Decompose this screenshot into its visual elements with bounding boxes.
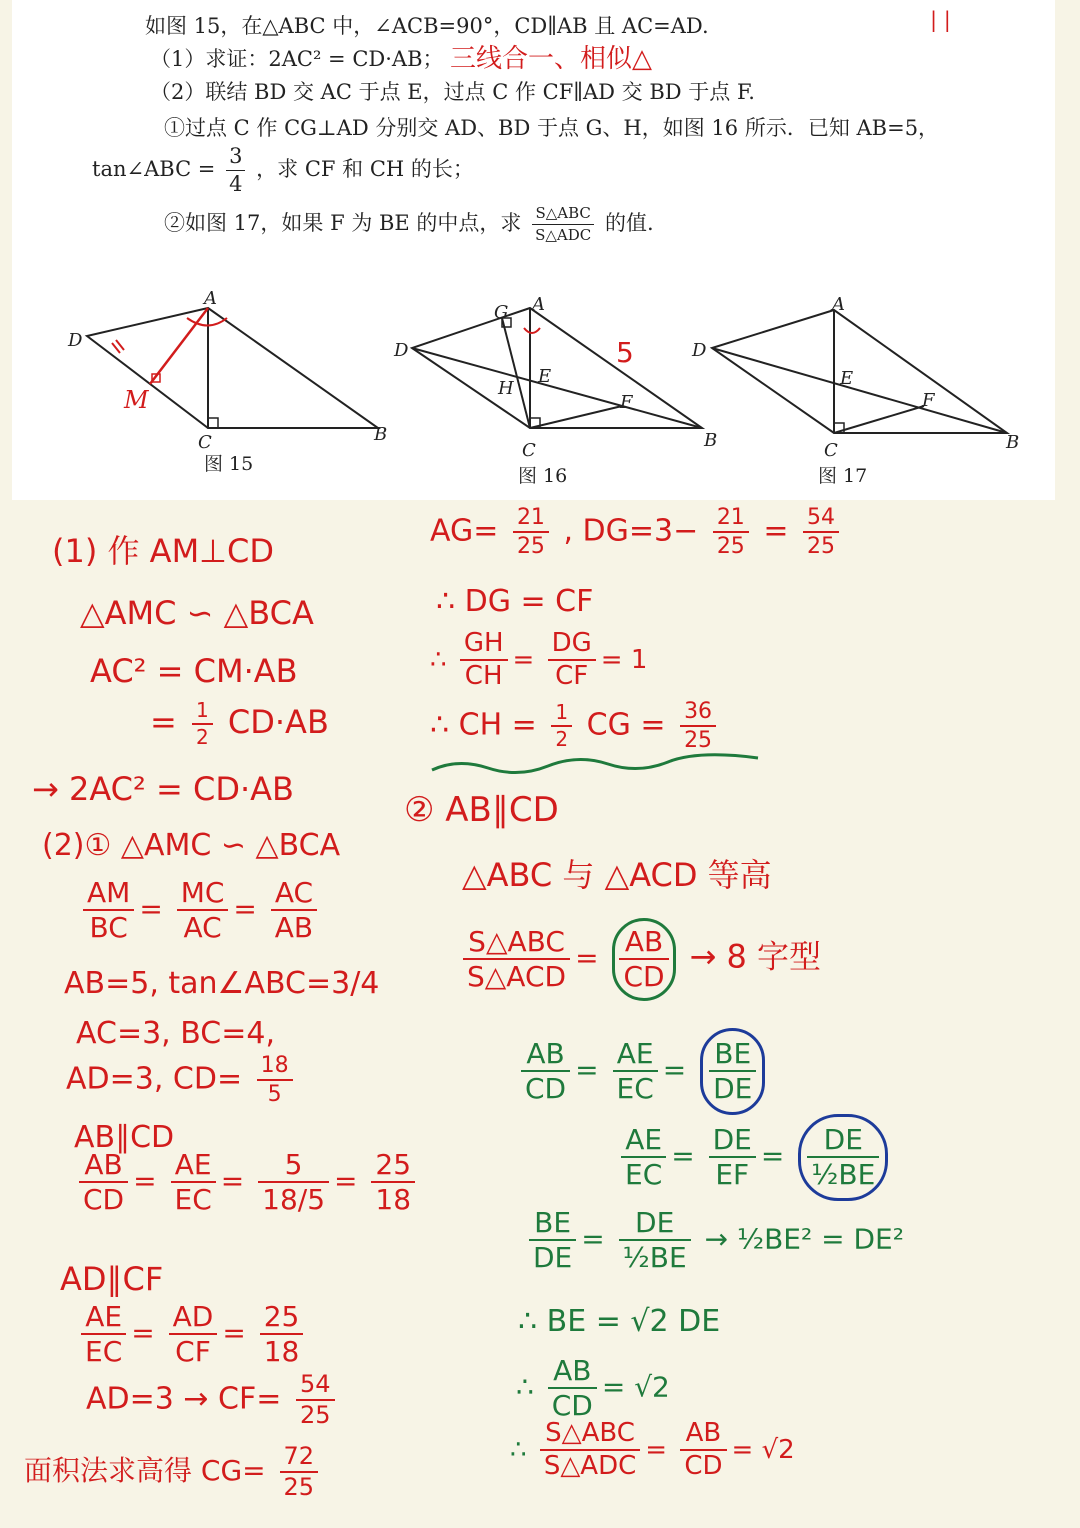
s-abc: S△ABC (463, 927, 570, 960)
g2-de-halfbe (798, 1114, 888, 1201)
five: 5 (258, 1150, 329, 1183)
ch-d: 25 (684, 728, 713, 754)
g6-ab: AB (680, 1420, 726, 1451)
cg-den: 25 (283, 1473, 315, 1502)
twentyfive-eighteenths (371, 1150, 415, 1215)
sol-right-1 (430, 506, 844, 558)
g5-ab: AB (548, 1356, 597, 1389)
tf2-n: 25 (260, 1302, 304, 1335)
g1-cd: CD (525, 1072, 567, 1106)
green-3: $\frac{BE}{DE}$ = $\frac{DE}{\text{½BE}}$ → ½BE² = DE² (524, 1208, 904, 1273)
tan-numerator: 3 (226, 146, 245, 171)
g2-de2: DE (807, 1125, 879, 1158)
ac: AC (183, 911, 222, 945)
sol-left-2: △AMC ∽ △BCA (80, 594, 314, 632)
g6-cd: CD (684, 1451, 723, 1482)
ae2: AE (81, 1302, 126, 1335)
ab2: AB (619, 927, 668, 960)
g3-de2: DE (619, 1208, 691, 1241)
cd-num: 18 (257, 1054, 293, 1081)
g6-sadc: S△ADC (543, 1451, 637, 1482)
ag-frac (513, 506, 549, 558)
ab-cd (79, 1150, 128, 1215)
g2-ec: EC (625, 1158, 663, 1192)
g1-ae: AE (613, 1039, 658, 1072)
sol-right-5: ② AB∥CD (404, 790, 559, 830)
g6-sqrt2: √2 (761, 1434, 795, 1465)
fig17-label-C: C (824, 440, 838, 461)
fig16-note: 5 (616, 336, 634, 369)
cf-num: 54 (296, 1372, 335, 1401)
g2-ae-ec (621, 1125, 666, 1190)
cd-d: CD (83, 1183, 125, 1217)
tf2-d: 18 (263, 1335, 300, 1369)
fig17-label-E: E (840, 368, 854, 389)
five-over (258, 1150, 329, 1215)
green-underline (428, 750, 768, 780)
g1-ab-cd (521, 1039, 570, 1104)
dg-mid: , DG=3− (563, 513, 699, 549)
ag-n: 21 (513, 506, 549, 533)
g1-be: BE (709, 1039, 756, 1072)
green-4: ∴ BE = √2 DE (518, 1304, 721, 1339)
fig15-label-M: M (124, 386, 149, 414)
cg-num: 72 (280, 1444, 319, 1473)
green-1: $\frac{AB}{CD}$ = $\frac{AE}{EC}$ = $\frac{BE}{DE}$ (516, 1028, 770, 1115)
corner-mark: | | (930, 8, 951, 32)
ch: CH (464, 661, 503, 692)
ch-n: 36 (680, 700, 716, 727)
am: AM (83, 878, 134, 911)
area-ratio-fraction (532, 206, 594, 243)
cf2: CF (555, 661, 589, 692)
cg-fraction (280, 1444, 319, 1500)
cd-den: 5 (267, 1082, 282, 1108)
ch-prefix: ∴ CH = (430, 707, 537, 743)
s-acd: S△ACD (467, 960, 567, 994)
g1-ab: AB (521, 1039, 570, 1072)
problem-card (12, 0, 1055, 500)
sol-left-7: $\frac{AM}{BC}$ = $\frac{MC}{AC}$ = $\frac{AC}{AB}$ (78, 878, 322, 943)
g2-ae: AE (621, 1125, 666, 1158)
fig15-label-A: A (204, 288, 217, 309)
fig17-caption: 图 17 (818, 465, 868, 487)
sol-left-12: $\frac{AB}{CD}$ = $\frac{AE}{EC}$ = $\frac{5}{18/5}$ = $\frac{25}{18}$ (74, 1150, 420, 1215)
ae-n: AE (171, 1150, 216, 1183)
sol-left-15 (86, 1372, 340, 1428)
q2b-tail: 的值. (604, 211, 654, 235)
area-ratio-denominator: S△ADC (535, 226, 592, 244)
g3-tail: → ½BE² = DE² (704, 1222, 904, 1256)
dg2-n: 54 (803, 506, 839, 533)
question-2a-line1: ①过点 C 作 CG⊥AD 分别交 AD、BD 于点 G、H，如图 16 所示．已知 AB=5， (164, 116, 940, 140)
sol-left-5: → 2AC² = CD·AB (32, 770, 294, 808)
fig16-label-D: D (394, 340, 409, 361)
dg-frac1 (713, 506, 749, 558)
tf-n: 25 (371, 1150, 415, 1183)
ratio-mc-ac (177, 878, 229, 943)
g1-be-de (700, 1028, 765, 1115)
tan-fraction (226, 146, 245, 195)
g3-be: BE (529, 1208, 576, 1241)
fig15-label-B: B (374, 424, 388, 445)
fig16-label-F: F (620, 392, 633, 413)
cf: CF (175, 1335, 211, 1369)
question-2: （2）联结 BD 交 AC 于点 E，过点 C 作 CF∥AD 交 BD 于点 F. (150, 80, 755, 104)
ae-ec (171, 1150, 216, 1215)
fig15-label-D: D (68, 330, 83, 351)
dg-eq: = (763, 513, 789, 549)
figures (12, 288, 1055, 498)
g2-de: DE (709, 1125, 756, 1158)
sol-left-10-prefix: AD=3, CD= (66, 1061, 243, 1097)
sol-right-7: S△ABC S△ACD = $\frac{AB}{CD}$ → 8 字型 (458, 918, 821, 1001)
sol-left-16 (24, 1444, 323, 1500)
g1-ae-ec (613, 1039, 658, 1104)
ec-d: EC (174, 1183, 212, 1217)
dg1-n: 21 (713, 506, 749, 533)
g2-halfbe: ½BE (811, 1158, 876, 1192)
g1-ec: EC (616, 1072, 654, 1106)
fig16-label-A: A (532, 294, 545, 315)
area-ratio (463, 927, 570, 992)
half-den: 2 (195, 725, 209, 749)
gh: GH (460, 630, 508, 661)
sol-left-8: AB=5, tan∠ABC=3/4 (64, 966, 380, 1001)
ab-n: AB (79, 1150, 128, 1183)
sol-right-6: △ABC 与 △ACD 等高 (462, 856, 772, 894)
sol-left-4 (150, 700, 329, 748)
half-d: 2 (555, 727, 569, 752)
ad: AD (169, 1302, 218, 1335)
sol-left-11: AB∥CD (74, 1120, 175, 1155)
question-2b (164, 206, 654, 243)
ac2: AC (271, 878, 317, 911)
half-num: 1 (192, 700, 213, 725)
ad-cf (169, 1302, 218, 1367)
fig16-label-H: H (498, 378, 514, 399)
fig17-label-B: B (1006, 432, 1020, 453)
fig16-label-B: B (704, 430, 718, 451)
sol-left-6: (2)① △AMC ∽ △BCA (42, 828, 341, 863)
tan-tail: ，求 CF 和 CH 的长； (256, 157, 474, 181)
bc: BC (89, 911, 128, 945)
fig15-caption: 图 15 (204, 453, 254, 475)
ch-half (551, 702, 572, 750)
ratio-am-bc (83, 878, 134, 943)
figure-17 (712, 310, 1007, 433)
g1-de: DE (713, 1072, 753, 1106)
sol-left-14: $\frac{AE}{EC}$ = $\frac{AD}{CF}$ = $\frac{25}{18}$ (76, 1302, 308, 1367)
cf-prefix: AD=3 → CF= (86, 1381, 282, 1417)
sol-left-9: AC=3, BC=4, (76, 1016, 275, 1051)
g3-de-halfbe (619, 1208, 691, 1273)
g3-be-de (529, 1208, 576, 1273)
sol-right-2: ∴ DG = CF (436, 584, 594, 619)
one: 1 (630, 644, 648, 675)
area-ratio-numerator: S△ABC (532, 206, 594, 225)
ab-cd-circled (612, 918, 675, 1001)
question-1: （1）求证：2AC² = CD·AB； (150, 47, 444, 71)
g6-sabc: S△ABC (540, 1420, 640, 1451)
fig17-label-D: D (692, 340, 707, 361)
g5-ab-cd (548, 1356, 597, 1421)
g3-de: DE (533, 1241, 573, 1275)
eighteen-fifths: 18/5 (262, 1183, 326, 1217)
dg-cf (548, 630, 596, 691)
dg: DG (548, 630, 596, 661)
tf-2 (260, 1302, 304, 1367)
fig17-label-A: A (832, 294, 845, 315)
sol-left-4-prefix: = (150, 703, 177, 741)
sol-left-3: AC² = CM·AB (90, 652, 298, 690)
g5-sqrt2: √2 (634, 1370, 670, 1404)
eight-shape-note: → 8 字型 (689, 937, 822, 976)
tan-denominator: 4 (229, 172, 243, 196)
g5-cd: CD (551, 1389, 593, 1423)
g2-de-ef (709, 1125, 756, 1190)
cf-den: 25 (299, 1401, 331, 1430)
half-fraction (192, 700, 213, 748)
ec2: EC (85, 1335, 123, 1369)
g6-ab-cd (680, 1420, 726, 1481)
green-6: ∴ S△ABC S△ADC = $\frac{AB}{CD}$ = √2 (510, 1418, 795, 1482)
question-1-note: 三线合一、相似△ (450, 44, 652, 74)
sol-left-13: AD∥CF (60, 1260, 164, 1298)
dg-frac2 (803, 506, 839, 558)
ch-frac (680, 700, 716, 752)
sol-left-10 (66, 1054, 298, 1106)
fig17-label-F: F (922, 390, 935, 411)
ab: AB (274, 911, 314, 945)
cd-fraction (257, 1054, 293, 1106)
dg2-d: 25 (807, 534, 836, 560)
dg1-d: 25 (716, 534, 745, 560)
fig16-label-G: G (494, 302, 509, 323)
mc: MC (177, 878, 229, 911)
fig15-label-C: C (198, 432, 212, 453)
ae-ec-2 (81, 1302, 126, 1367)
cg-prefix: 面积法求高得 CG= (24, 1454, 266, 1488)
sol-right-4 (430, 700, 721, 752)
fig16-label-E: E (538, 366, 552, 387)
green-5: ∴ $\frac{AB}{CD}$ = √2 (516, 1354, 670, 1423)
sol-left-1: (1) 作 AM⊥CD (52, 532, 275, 570)
figure-16 (412, 308, 702, 428)
ch-mid: CG = (586, 707, 666, 743)
ag-d: 25 (516, 534, 545, 560)
g3-halfbe: ½BE (622, 1241, 687, 1275)
problem-intro: 如图 15，在△ABC 中，∠ACB=90°，CD∥AB 且 AC=AD. (145, 14, 709, 38)
ag-prefix: AG= (430, 513, 499, 549)
half-n: 1 (551, 702, 572, 727)
fig16-label-C: C (522, 440, 536, 461)
sol-right-3: ∴ $\frac{GH}{CH}$ = $\frac{DG}{CF}$ = 1 (430, 628, 648, 692)
gh-ch (460, 630, 508, 691)
tf-d: 18 (375, 1183, 412, 1217)
cf-fraction (296, 1372, 335, 1428)
g6-area (540, 1420, 640, 1481)
tan-prefix: tan∠ABC = (92, 157, 216, 181)
fig16-caption: 图 16 (518, 465, 568, 487)
sol-left-4-suffix: CD·AB (227, 703, 329, 741)
question-2a-line2 (92, 146, 474, 195)
cd2: CD (623, 960, 665, 994)
ratio-ac-ab (271, 878, 317, 943)
green-2: $\frac{AE}{EC}$ = $\frac{DE}{EF}$ = $\frac{DE}{\text{½BE}}$ (616, 1114, 893, 1201)
g2-ef: EF (715, 1158, 750, 1192)
q2b-prefix: ②如图 17，如果 F 为 BE 的中点，求 (164, 211, 522, 235)
